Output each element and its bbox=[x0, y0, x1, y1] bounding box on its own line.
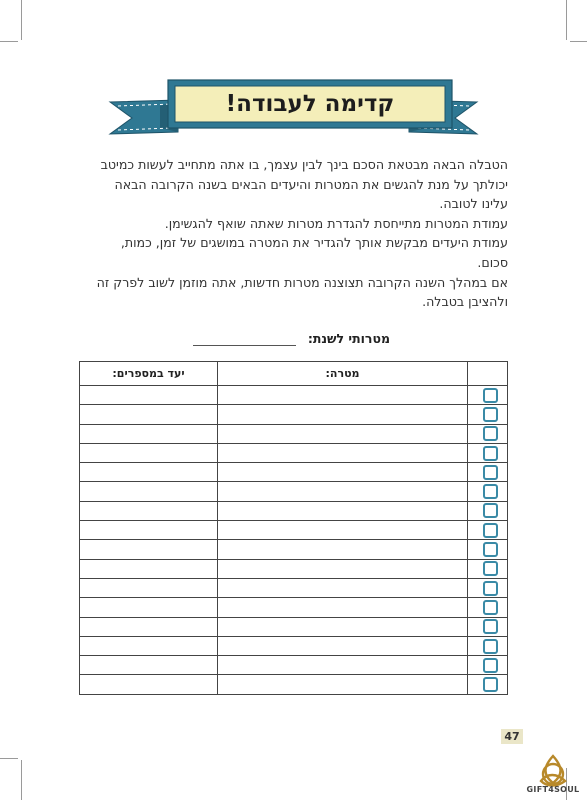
year-label: מטרותי לשנת: bbox=[307, 331, 390, 346]
checkbox-icon[interactable] bbox=[483, 542, 498, 557]
goal-cell[interactable] bbox=[218, 559, 468, 578]
table-row bbox=[80, 405, 508, 424]
intro-paragraph: הטבלה הבאה מבטאת הסכם בינך לבין עצמך, בו אתה מתחייב לעשות כמיטב יכולתך על מנת להגשים את המטרות והיעדים הבאים בשנה הקרובה הבאה עלינו לטובה. bbox=[100, 157, 508, 212]
logo-text: GIFT4SOUL bbox=[526, 785, 580, 794]
table-row bbox=[80, 443, 508, 462]
checkbox-cell bbox=[468, 501, 508, 520]
checkbox-icon[interactable] bbox=[483, 677, 498, 692]
goal-cell[interactable] bbox=[218, 386, 468, 405]
goal-cell[interactable] bbox=[218, 424, 468, 443]
table-row bbox=[80, 482, 508, 501]
checkbox-icon[interactable] bbox=[483, 561, 498, 576]
checkbox-icon[interactable] bbox=[483, 581, 498, 596]
goal-cell[interactable] bbox=[218, 405, 468, 424]
checkbox-cell bbox=[468, 424, 508, 443]
goal-cell[interactable] bbox=[218, 636, 468, 655]
checkbox-cell bbox=[468, 482, 508, 501]
checkbox-icon[interactable] bbox=[483, 503, 498, 518]
table-row bbox=[80, 617, 508, 636]
numeric-target-cell[interactable] bbox=[80, 521, 218, 540]
table-row bbox=[80, 424, 508, 443]
numeric-target-cell[interactable] bbox=[80, 540, 218, 559]
checkbox-icon[interactable] bbox=[483, 523, 498, 538]
checkbox-cell bbox=[468, 386, 508, 405]
numeric-target-cell[interactable] bbox=[80, 501, 218, 520]
table-row bbox=[80, 521, 508, 540]
checkbox-icon[interactable] bbox=[483, 465, 498, 480]
intro-paragraph: עמודת המטרות מתייחסת להגדרת מטרות שאתה שואף להגשימן. bbox=[164, 215, 508, 231]
numeric-target-cell[interactable] bbox=[80, 578, 218, 597]
goals-table bbox=[79, 361, 508, 695]
header-check bbox=[468, 362, 508, 386]
goal-cell[interactable] bbox=[218, 521, 468, 540]
numeric-target-cell[interactable] bbox=[80, 443, 218, 462]
numeric-target-cell[interactable] bbox=[80, 482, 218, 501]
checkbox-cell bbox=[468, 521, 508, 540]
checkbox-icon[interactable] bbox=[483, 619, 498, 634]
checkbox-icon[interactable] bbox=[483, 426, 498, 441]
goal-cell[interactable] bbox=[218, 482, 468, 501]
checkbox-icon[interactable] bbox=[483, 407, 498, 422]
intro-text bbox=[93, 155, 508, 312]
goal-cell[interactable] bbox=[218, 617, 468, 636]
checkbox-cell bbox=[468, 559, 508, 578]
checkbox-cell bbox=[468, 656, 508, 675]
banner-title: קדימה לעבודה! bbox=[225, 91, 395, 117]
numeric-target-cell[interactable] bbox=[80, 559, 218, 578]
checkbox-icon[interactable] bbox=[483, 658, 498, 673]
intro-paragraph: אם במהלך השנה הקרובה תצוצנה מטרות חדשות, אתה מוזמן לשוב לפרק זה ולהציבן בטבלה. bbox=[96, 274, 508, 310]
numeric-target-cell[interactable] bbox=[80, 463, 218, 482]
table-row bbox=[80, 463, 508, 482]
table-row bbox=[80, 501, 508, 520]
goal-cell[interactable] bbox=[218, 656, 468, 675]
table-row bbox=[80, 540, 508, 559]
numeric-target-cell[interactable] bbox=[80, 405, 218, 424]
table-row bbox=[80, 559, 508, 578]
numeric-target-cell[interactable] bbox=[80, 617, 218, 636]
goal-cell[interactable] bbox=[218, 540, 468, 559]
goal-cell[interactable] bbox=[218, 598, 468, 617]
checkbox-cell bbox=[468, 443, 508, 462]
table-row bbox=[80, 675, 508, 694]
table-row bbox=[80, 598, 508, 617]
checkbox-cell bbox=[468, 578, 508, 597]
numeric-target-cell[interactable] bbox=[80, 386, 218, 405]
checkbox-cell bbox=[468, 598, 508, 617]
crop-mark bbox=[21, 760, 22, 800]
checkbox-icon[interactable] bbox=[483, 484, 498, 499]
checkbox-icon[interactable] bbox=[483, 446, 498, 461]
numeric-target-cell[interactable] bbox=[80, 598, 218, 617]
checkbox-icon[interactable] bbox=[483, 600, 498, 615]
header-numeric-target: יעד במספרים: bbox=[80, 362, 218, 386]
table-row bbox=[80, 656, 508, 675]
checkbox-icon[interactable] bbox=[483, 639, 498, 654]
checkbox-icon[interactable] bbox=[483, 388, 498, 403]
goal-cell[interactable] bbox=[218, 443, 468, 462]
year-blank-line[interactable] bbox=[193, 345, 296, 346]
page-number: 47 bbox=[501, 729, 523, 744]
checkbox-cell bbox=[468, 463, 508, 482]
checkbox-cell bbox=[468, 405, 508, 424]
goal-cell[interactable] bbox=[218, 463, 468, 482]
goal-cell[interactable] bbox=[218, 578, 468, 597]
intro-paragraph: עמודת היעדים מבקשת אותך להגדיר את המטרה במושגים של זמן, כמות, סכום. bbox=[120, 235, 508, 270]
table-row bbox=[80, 636, 508, 655]
goal-rows bbox=[80, 386, 508, 695]
numeric-target-cell[interactable] bbox=[80, 656, 218, 675]
checkbox-cell bbox=[468, 675, 508, 694]
numeric-target-cell[interactable] bbox=[80, 636, 218, 655]
checkbox-cell bbox=[468, 617, 508, 636]
table-row bbox=[80, 578, 508, 597]
header-goal: מטרה: bbox=[218, 362, 468, 386]
numeric-target-cell[interactable] bbox=[80, 675, 218, 694]
checkbox-cell bbox=[468, 636, 508, 655]
ribbon-banner bbox=[0, 0, 587, 150]
numeric-target-cell[interactable] bbox=[80, 424, 218, 443]
goal-cell[interactable] bbox=[218, 501, 468, 520]
table-header-row bbox=[80, 362, 508, 386]
table-row bbox=[80, 386, 508, 405]
goal-cell[interactable] bbox=[218, 675, 468, 694]
crop-mark bbox=[0, 758, 18, 759]
checkbox-cell bbox=[468, 540, 508, 559]
